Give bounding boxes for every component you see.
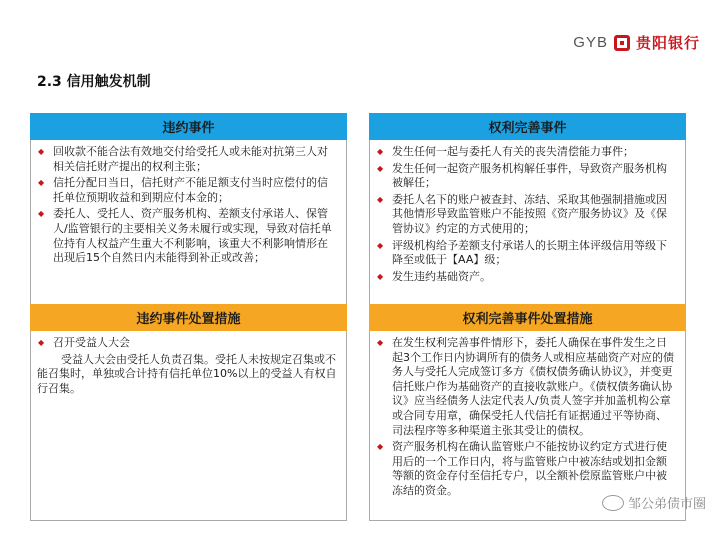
list-item: ◆ 委托人名下的账户被查封、冻结、采取其他强制措施或因其他情形导致监管账户不能按照《资产服务协议》及《保管协议》约定的方式使用的； bbox=[376, 193, 677, 237]
perfection-events-box bbox=[369, 140, 686, 308]
perfection-events-header: 权利完善事件 bbox=[369, 113, 686, 140]
list-item: ◆ 发生违约基础资产。 bbox=[376, 270, 677, 285]
watermark-text: 邹公弟债市圈 bbox=[627, 497, 706, 512]
page-title: 2.3 信用触发机制 bbox=[37, 74, 151, 90]
list-item: ◆ 信托分配日当日，信托财产不能足额支付当时应偿付的信托单位预期收益和到期应付本金的； bbox=[37, 176, 338, 205]
default-events-panel bbox=[30, 113, 347, 308]
list-item: ◆ 发生任何一起与委托人有关的丧失清偿能力事件； bbox=[376, 145, 677, 160]
default-remedy-header: 违约事件处置措施 bbox=[30, 304, 347, 331]
list-item: ◆ 回收款不能合法有效地交付给受托人或未能对抗第三人对相关信托财产提出的权利主张； bbox=[37, 145, 338, 174]
bank-logo bbox=[573, 32, 700, 53]
perfection-remedy-list bbox=[376, 336, 677, 499]
default-remedy-list bbox=[37, 336, 338, 351]
default-events-header: 违约事件 bbox=[30, 113, 347, 140]
perfection-events-panel bbox=[369, 113, 686, 308]
list-item: ◆ 委托人、受托人、资产服务机构、差额支付承诺人、保管人/监管银行的主要相关义务未履行或实现，导致对信托单位持有人权益产生重大不利影响，该重大不利影响情形在出现后15个自然日内未能得到补正或改善； bbox=[37, 207, 338, 265]
list-item: ◆ 评级机构给予差额支付承诺人的长期主体评级信用等级下降至或低于【AA】级； bbox=[376, 239, 677, 268]
logo-latin: GYB bbox=[573, 34, 608, 51]
default-remedy-panel bbox=[30, 304, 347, 521]
perfection-events-list bbox=[376, 145, 677, 284]
logo-chinese: 贵阳银行 bbox=[635, 34, 700, 52]
default-events-list bbox=[37, 145, 338, 266]
default-events-box bbox=[30, 140, 347, 308]
wechat-icon bbox=[602, 495, 624, 511]
list-item: ◆ 召开受益人大会 bbox=[37, 336, 338, 351]
perfection-remedy-header: 权利完善事件处置措施 bbox=[369, 304, 686, 331]
logo-mark-icon bbox=[614, 35, 630, 51]
list-item: ◆ 资产服务机构在确认监管账户不能按协议约定方式进行使用后的一个工作日内，将与监管账户中被冻结或划扣金额等额的资金存付至信托专户，以全额补偿原监管账户中被冻结的资金。 bbox=[376, 440, 677, 498]
default-remedy-box bbox=[30, 331, 347, 521]
default-remedy-text: 受益人大会由受托人负责召集。受托人未按规定召集或不能召集时，单独或合计持有信托单位10%以上的受益人有权自行召集。 bbox=[37, 352, 337, 395]
list-item: ◆ 在发生权利完善事件情形下，委托人确保在事件发生之日起3个工作日内协调所有的债务人或相应基础资产对应的债务人与受托人完成签订多方《债权债务确认协议》，并变更信托账户作为基础资产的直接收款账户。《债权债务确认协议》应当经债务人法定代表人/负责人签字并加盖机构公章或合同专用章，确保受托人代信托有证据通过平等协商、司法程序等多种渠道主张其受让的债权。 bbox=[376, 336, 677, 438]
perfection-remedy-panel bbox=[369, 304, 686, 521]
watermark bbox=[602, 493, 706, 512]
list-item: ◆ 发生任何一起资产服务机构解任事件，导致资产服务机构被解任； bbox=[376, 162, 677, 191]
